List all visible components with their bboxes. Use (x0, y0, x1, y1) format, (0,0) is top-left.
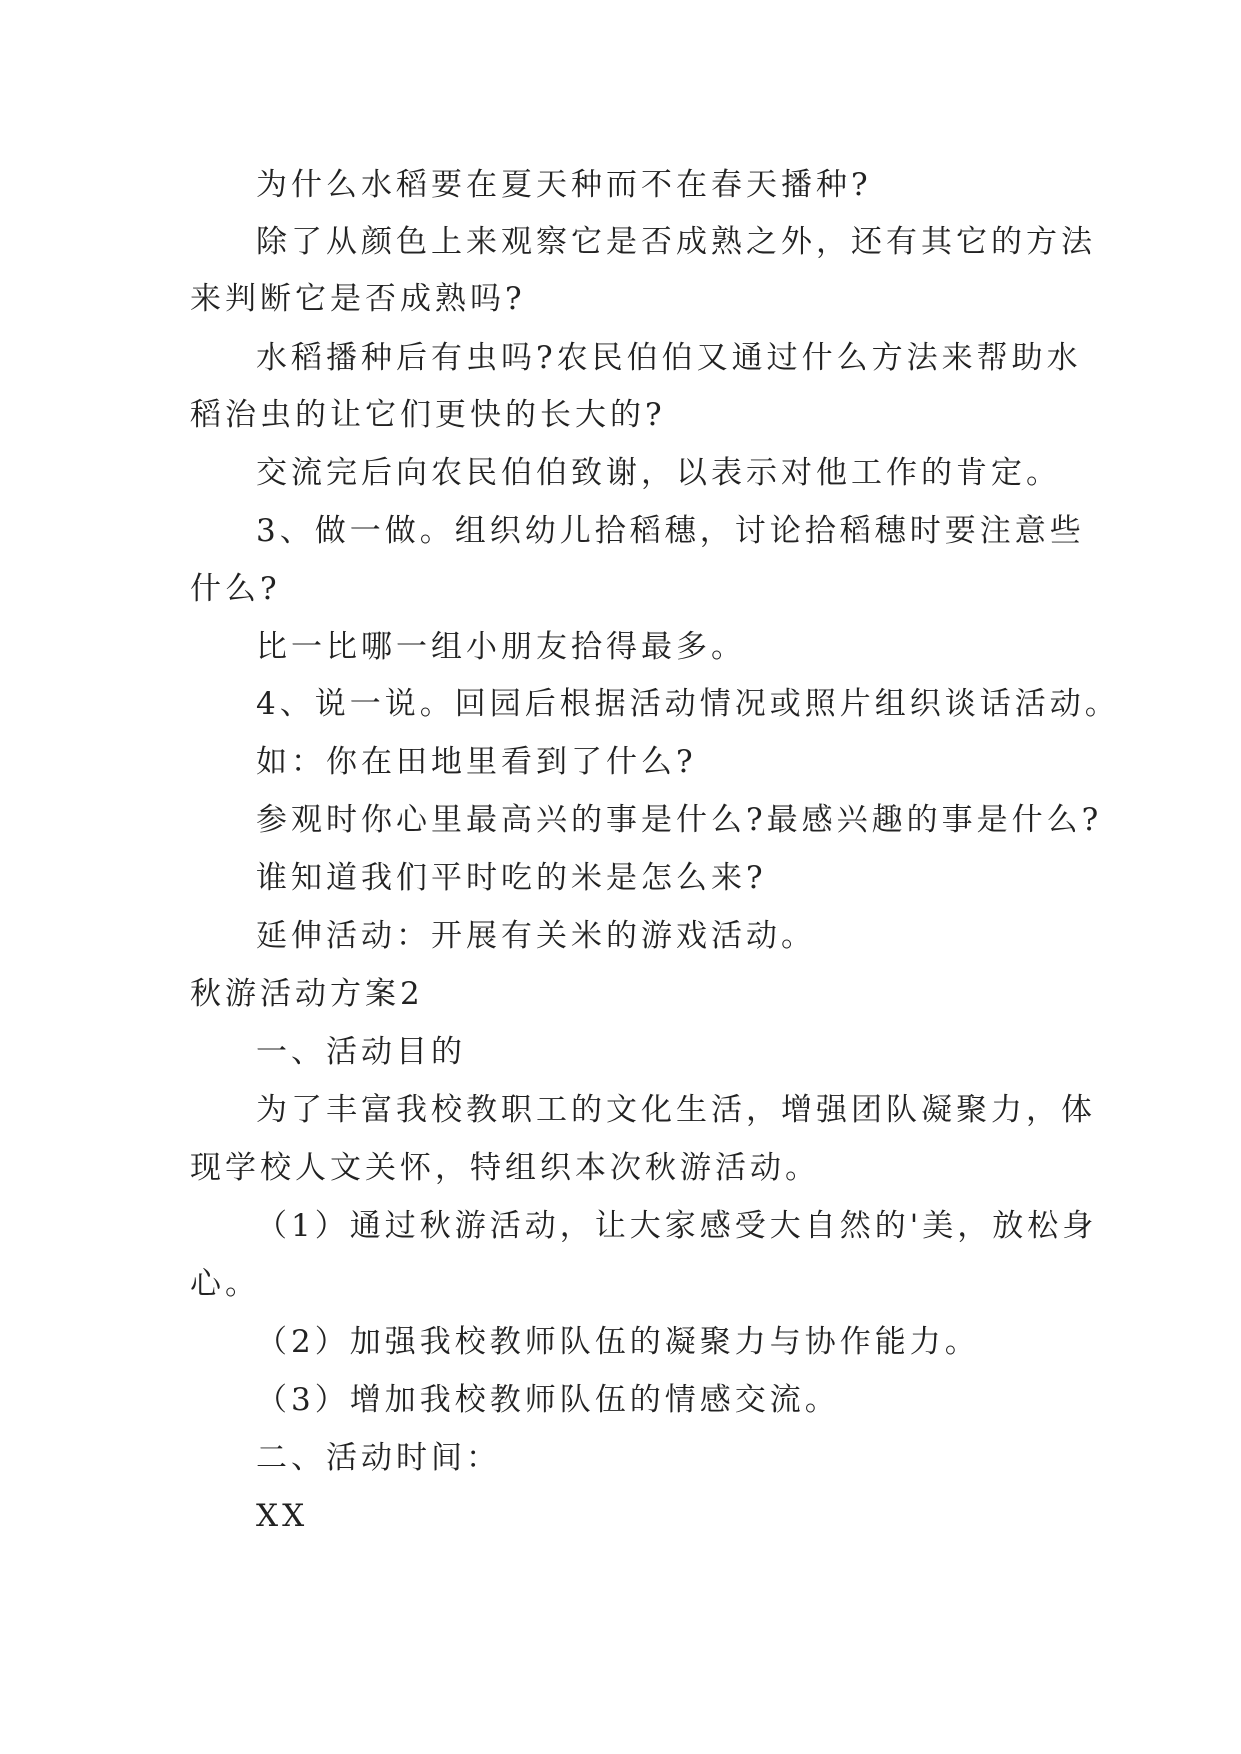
list-item-1-cont: 心。 (190, 1266, 260, 1302)
heading-activity-time: 二、活动时间： (256, 1440, 501, 1476)
list-item-1: （1）通过秋游活动，让大家感受大自然的'美，放松身 (256, 1208, 1098, 1244)
paragraph-question-ripeness-cont: 来判断它是否成熟吗? (190, 281, 526, 317)
paragraph-thanks: 交流完后向农民伯伯致谢，以表示对他工作的肯定。 (256, 455, 1061, 491)
paragraph-question-pests-cont: 稻治虫的让它们更快的长大的? (190, 397, 666, 433)
paragraph-extension: 延伸活动：开展有关米的游戏活动。 (256, 918, 816, 954)
paragraph-visit-question: 参观时你心里最高兴的事是什么?最感兴趣的事是什么? (256, 802, 1103, 838)
paragraph-purpose-cont: 现学校人文关怀，特组织本次秋游活动。 (190, 1150, 820, 1186)
paragraph-step-3: 3、做一做。组织幼儿拾稻穗，讨论拾稻穗时要注意些 (256, 513, 1085, 549)
heading-activity-purpose: 一、活动目的 (256, 1034, 466, 1070)
paragraph-question-ripeness: 除了从颜色上来观察它是否成熟之外，还有其它的方法 (256, 224, 1096, 260)
list-item-3: （3）增加我校教师队伍的情感交流。 (256, 1382, 840, 1418)
paragraph-question-planting: 为什么水稻要在夏天种而不在春天播种? (256, 167, 872, 203)
section-heading-plan-2: 秋游活动方案2 (190, 976, 424, 1012)
paragraph-step-3-cont: 什么? (190, 571, 281, 607)
list-item-2: （2）加强我校教师队伍的凝聚力与协作能力。 (256, 1324, 980, 1360)
paragraph-compare: 比一比哪一组小朋友拾得最多。 (256, 629, 746, 665)
paragraph-question-pests: 水稻播种后有虫吗?农民伯伯又通过什么方法来帮助水 (256, 340, 1082, 376)
paragraph-example-question: 如：你在田地里看到了什么? (256, 744, 697, 780)
paragraph-step-4: 4、说一说。回园后根据活动情况或照片组织谈话活动。 (256, 686, 1120, 722)
paragraph-rice-question: 谁知道我们平时吃的米是怎么来? (256, 860, 767, 896)
paragraph-purpose: 为了丰富我校教职工的文化生活，增强团队凝聚力，体 (256, 1092, 1096, 1128)
activity-time-value: XX (256, 1498, 309, 1534)
